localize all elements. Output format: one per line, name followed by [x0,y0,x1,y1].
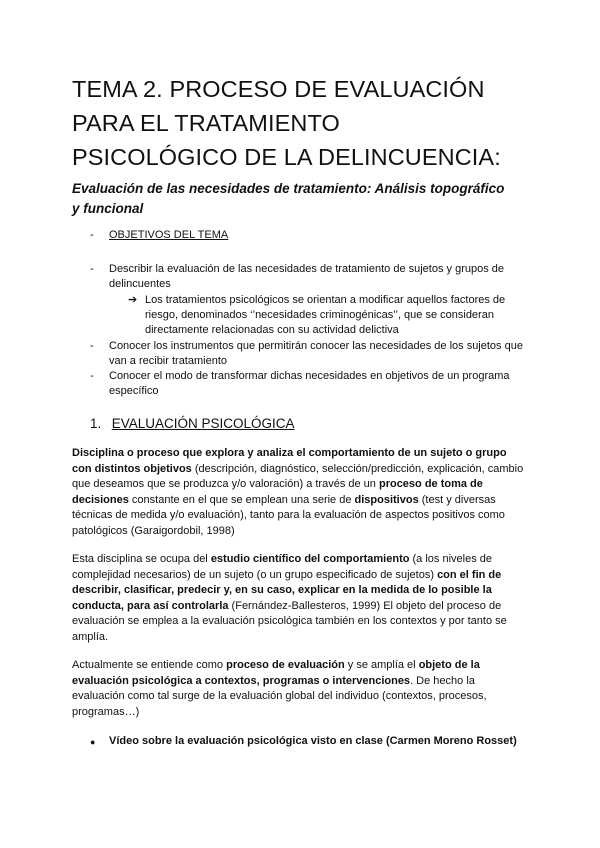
objective-3-line: específico [109,385,159,397]
list-dash: - [90,263,94,275]
paragraph-3 [72,658,532,720]
objectives-heading: OBJETIVOS DEL TEMA [109,229,229,241]
text: complejidad necesarios) de un sujeto (o un grupo especificado de sujetos) [72,568,438,581]
text: evaluación se emplea a la evaluación psicológica también en los contextos y por tanto se [72,615,507,627]
sub-bullet-line: Los tratamientos psicológicos se orientan a modificar aquellos factores de [145,294,506,306]
text: y se amplía el [344,659,419,671]
text: evaluación como tal surge de la evaluación global del individuo (contextos, procesos, [72,690,487,702]
bold-text: dispositivos [354,493,419,506]
bold-text: estudio científico del comportamiento [210,553,410,565]
section-number: 1. [90,416,102,431]
bold-text: describir, clasificar, predecir y, en su caso, explicar en la medida de lo posible la [72,584,492,596]
sub-bullet-line: directamente relacionadas con su actividad delictiva [145,324,399,336]
objective-3-line: Conocer el modo de transformar dichas necesidades en objetivos de un programa [109,370,510,382]
text: constante en el que se emplean una serie de [128,493,355,506]
text: técnicas de medida y/o evaluación), tanto para la evaluación de aspectos positivos como [72,509,505,521]
text: que deseamos que se produzca y/o valoración) a través de un [72,478,379,490]
title-line: PARA EL TRATAMIENTO [72,110,340,136]
title-line: PSICOLÓGICO DE LA DELINCUENCIA: [72,144,501,170]
text: (test y diversas [418,493,496,506]
section-title: EVALUACIÓN PSICOLÓGICA [111,416,295,431]
sub-bullet-line: riesgo, denominados ‘’necesidades criminogénicas’’, que se consideran [145,309,494,321]
text: . De hecho la [410,674,475,687]
list-dash: - [90,229,94,241]
paragraph-2 [72,552,532,645]
text: amplía. [72,630,109,643]
list-dash: - [90,370,94,382]
bold-text: evaluación psicológica a contextos, programas o intervenciones [72,674,411,687]
document-subtitle [72,179,542,219]
bullet-icon: ● [90,737,96,747]
paragraph-1 [72,446,532,539]
subtitle-line: y funcional [72,201,144,216]
document-title [72,72,542,174]
bold-text: Disciplina o proceso que explora y analiza el comportamiento de un sujeto o grupo [72,447,507,459]
objective-1-line: delincuentes [109,278,171,290]
text: programas…) [72,705,140,718]
bold-text: proceso de toma de [378,478,483,490]
bold-text: conducta, para así controlarla [72,599,229,612]
video-bullet-text: Vídeo sobre la evaluación psicológica visto en clase (Carmen Moreno Rosset) [109,735,517,747]
section-heading [90,415,295,433]
arrow-bullet-icon: ➔ [128,294,138,306]
title-line: TEMA 2. PROCESO DE EVALUACIÓN [72,76,485,102]
bold-text: con distintos objetivos [72,462,192,475]
text: Actualmente se entiende como [72,659,227,671]
text: patológicos (Garaigordobil, 1998) [72,524,235,537]
subtitle-line: Evaluación de las necesidades de tratamiento: Análisis topográfico [72,181,505,196]
list-dash: - [90,340,94,352]
text: Esta disciplina se ocupa del [72,553,211,565]
objective-2-line: Conocer los instrumentos que permitirán conocer las necesidades de los sujetos que [109,340,523,352]
text: (Fernández-Ballesteros, 1999) El objeto del proceso de [228,599,502,612]
bold-text: proceso de evaluación [226,659,345,671]
bold-text: objeto de la [418,659,480,671]
bold-text: decisiones [72,493,129,506]
bold-text: con el fin de [437,568,502,581]
objective-1-line: Describir la evaluación de las necesidades de tratamiento de sujetos y grupos de [109,263,505,275]
text: (a los niveles de [409,553,492,565]
text: (descripción, diagnóstico, selección/predicción, explicación, cambio [191,462,524,475]
objective-2-line: van a recibir tratamiento [109,355,227,367]
